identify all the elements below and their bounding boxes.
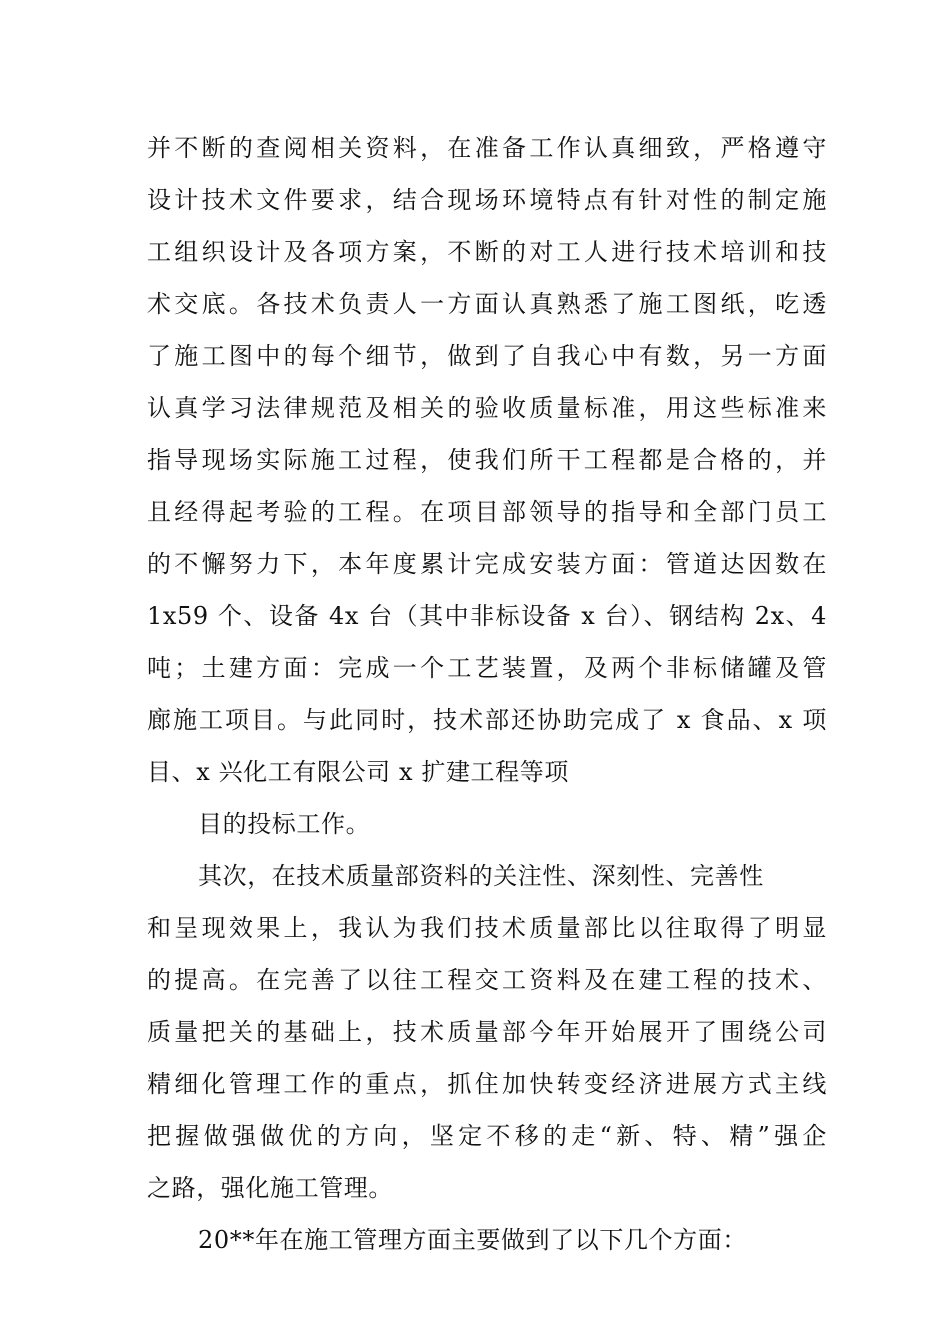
body-text-line: 目的投标工作。 (198, 810, 371, 838)
paragraph-first-line: 其次，在技术质量部资料的关注性、深刻性、完善性 (198, 862, 764, 890)
body-text-line: 和呈现效果上，我认为我们技术质量部比以往取得了明显 (147, 914, 827, 942)
body-text-line: 工组织设计及各项方案，不断的对工人进行技术培训和技 (147, 238, 827, 266)
body-text-line: 之路，强化施工管理。 (147, 1174, 393, 1202)
body-text-line: 认真学习法律规范及相关的验收质量标准，用这些标准来 (147, 394, 827, 422)
body-text-line: 的提高。在完善了以往工程交工资料及在建工程的技术、 (147, 966, 827, 994)
body-text-line: 精细化管理工作的重点，抓住加快转变经济进展方式主线 (147, 1070, 827, 1098)
body-text-line: 指导现场实际施工过程，使我们所干工程都是合格的，并 (147, 446, 827, 474)
body-text-line: 了施工图中的每个细节，做到了自我心中有数，另一方面 (147, 342, 827, 370)
body-text-line: 的不懈努力下，本年度累计完成安装方面：管道达因数在 (147, 550, 827, 578)
body-text-line: 1x59 个、设备 4x 台（其中非标设备 x 台）、钢结构 2x、4 (147, 602, 827, 630)
body-text-line: 目、x 兴化工有限公司 x 扩建工程等项 (147, 758, 569, 786)
body-text-line: 把握做强做优的方向，坚定不移的走“新、特、精”强企 (147, 1122, 827, 1150)
paragraph-first-line: 20**年在施工管理方面主要做到了以下几个方面： (198, 1226, 747, 1254)
body-text-line: 术交底。各技术负责人一方面认真熟悉了施工图纸，吃透 (147, 290, 827, 318)
body-text-line: 吨；土建方面：完成一个工艺装置，及两个非标储罐及管 (147, 654, 827, 682)
body-text-line: 廊施工项目。与此同时，技术部还协助完成了 x 食品、x 项 (147, 706, 827, 734)
body-text-line: 且经得起考验的工程。在项目部领导的指导和全部门员工 (147, 498, 827, 526)
body-text-line: 质量把关的基础上，技术质量部今年开始展开了围绕公司 (147, 1018, 827, 1046)
body-text-line: 并不断的查阅相关资料，在准备工作认真细致，严格遵守 (147, 134, 827, 162)
body-text-line: 设计技术文件要求，结合现场环境特点有针对性的制定施 (147, 186, 827, 214)
